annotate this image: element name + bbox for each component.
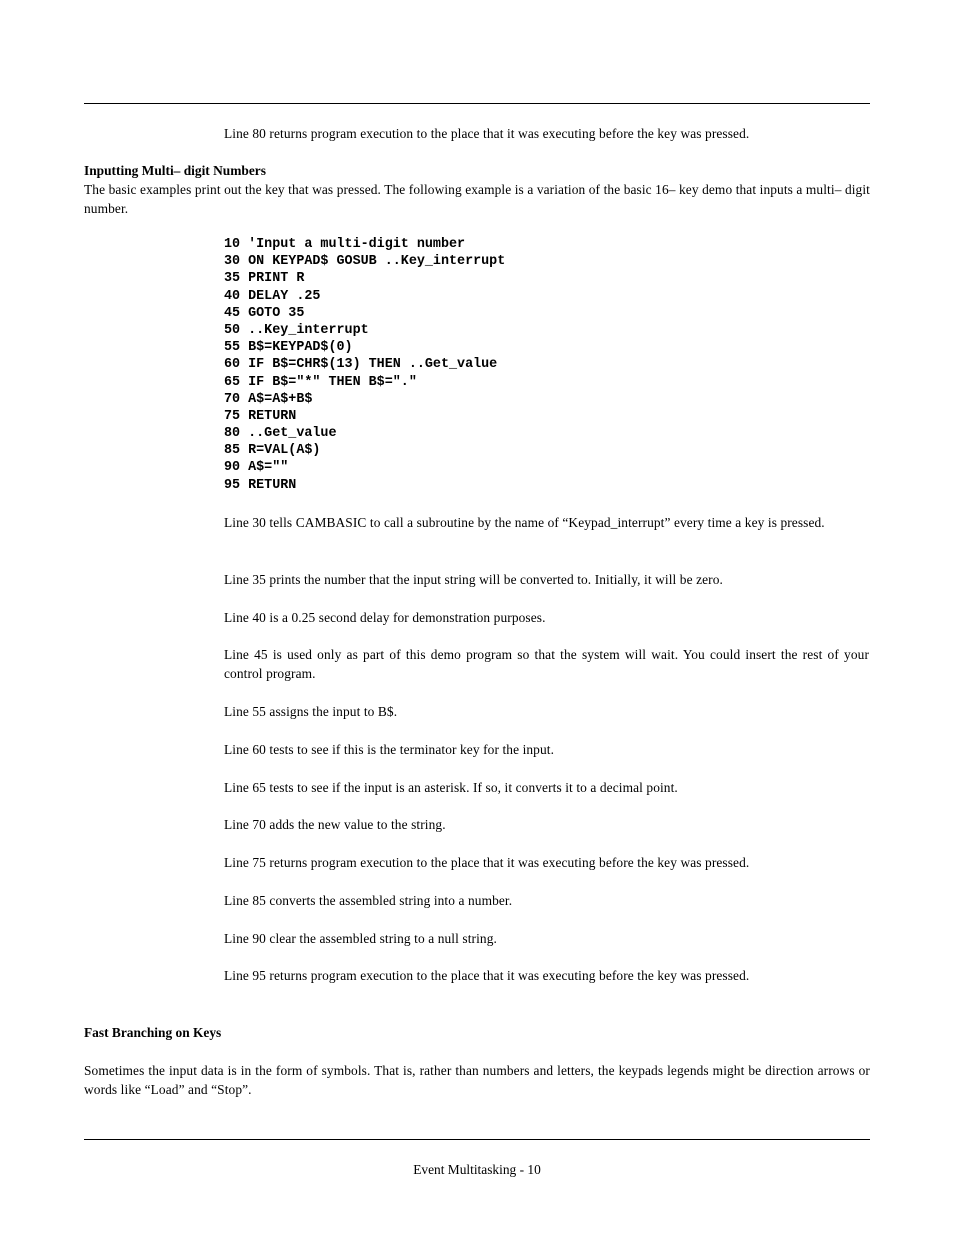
code-line: 50 ..Key_interrupt <box>224 322 369 338</box>
code-line: 95 RETURN <box>224 477 297 493</box>
code-line: 55 B$=KEYPAD$(0) <box>224 340 353 356</box>
explanation-line-70: Line 70 adds the new value to the string. <box>224 817 446 832</box>
code-line: 85 R=VAL(A$) <box>224 443 321 459</box>
page-footer: Event Multitasking - 10 <box>413 1162 541 1177</box>
explanation-line-85: Line 85 converts the assembled string into a number. <box>224 893 513 908</box>
code-line: 10 'Input a multi-digit number <box>224 237 466 252</box>
code-listing <box>224 236 505 494</box>
section-body-multi-digit: The basic examples print out the key that was pressed. The following example is a variation of the basic 16– key demo that inputs a multi– digit number. <box>84 182 870 216</box>
section-heading-fast-branching: Fast Branching on Keys <box>84 1025 222 1040</box>
footer-rule <box>84 1139 870 1140</box>
explanation-line-40: Line 40 is a 0.25 second delay for demonstration purposes. <box>224 610 546 625</box>
explanation-line-35: Line 35 prints the number that the input string will be converted to. Initially, it will be zero. <box>224 572 723 587</box>
explanation-line-95: Line 95 returns program execution to the place that it was executing before the key was pressed. <box>224 968 750 983</box>
code-line: 65 IF B$="*" THEN B$="." <box>224 374 417 390</box>
explanation-line-65: Line 65 tests to see if the input is an asterisk. If so, it converts it to a decimal point. <box>224 780 678 795</box>
explanation-line-75: Line 75 returns program execution to the place that it was executing before the key was pressed. <box>224 855 750 870</box>
explanation-line-90: Line 90 clear the assembled string to a null string. <box>224 931 497 946</box>
code-line: 80 ..Get_value <box>224 426 337 442</box>
code-line: 75 RETURN <box>224 408 297 424</box>
code-line: 70 A$=A$+B$ <box>224 391 313 407</box>
explanation-line-60: Line 60 tests to see if this is the terminator key for the input. <box>224 742 555 757</box>
explanation-line-45: Line 45 is used only as part of this demo program so that the system will wait. You could insert the rest of your control program. <box>224 647 869 681</box>
section-heading-multi-digit: Inputting Multi– digit Numbers <box>84 163 266 178</box>
explanation-line-55: Line 55 assigns the input to B$. <box>224 704 398 719</box>
code-line: 40 DELAY .25 <box>224 288 321 304</box>
code-line: 60 IF B$=CHR$(13) THEN ..Get_value <box>224 357 498 373</box>
header-rule <box>84 103 870 104</box>
intro-paragraph: Line 80 returns program execution to the place that it was executing before the key was pressed. <box>224 126 750 141</box>
explanation-line-30: Line 30 tells CAMBASIC to call a subroutine by the name of “Keypad_interrupt” every time a key is pressed. <box>224 515 825 530</box>
code-line: 90 A$="" <box>224 460 289 476</box>
code-line: 35 PRINT R <box>224 271 305 287</box>
section-body-fast-branching: Sometimes the input data is in the form of symbols. That is, rather than numbers and letters, the keypads legends might be direction arrows or words like “Load” and “Stop”. <box>84 1063 870 1097</box>
code-line: 45 GOTO 35 <box>224 305 305 321</box>
code-line: 30 ON KEYPAD$ GOSUB ..Key_interrupt <box>224 254 506 270</box>
